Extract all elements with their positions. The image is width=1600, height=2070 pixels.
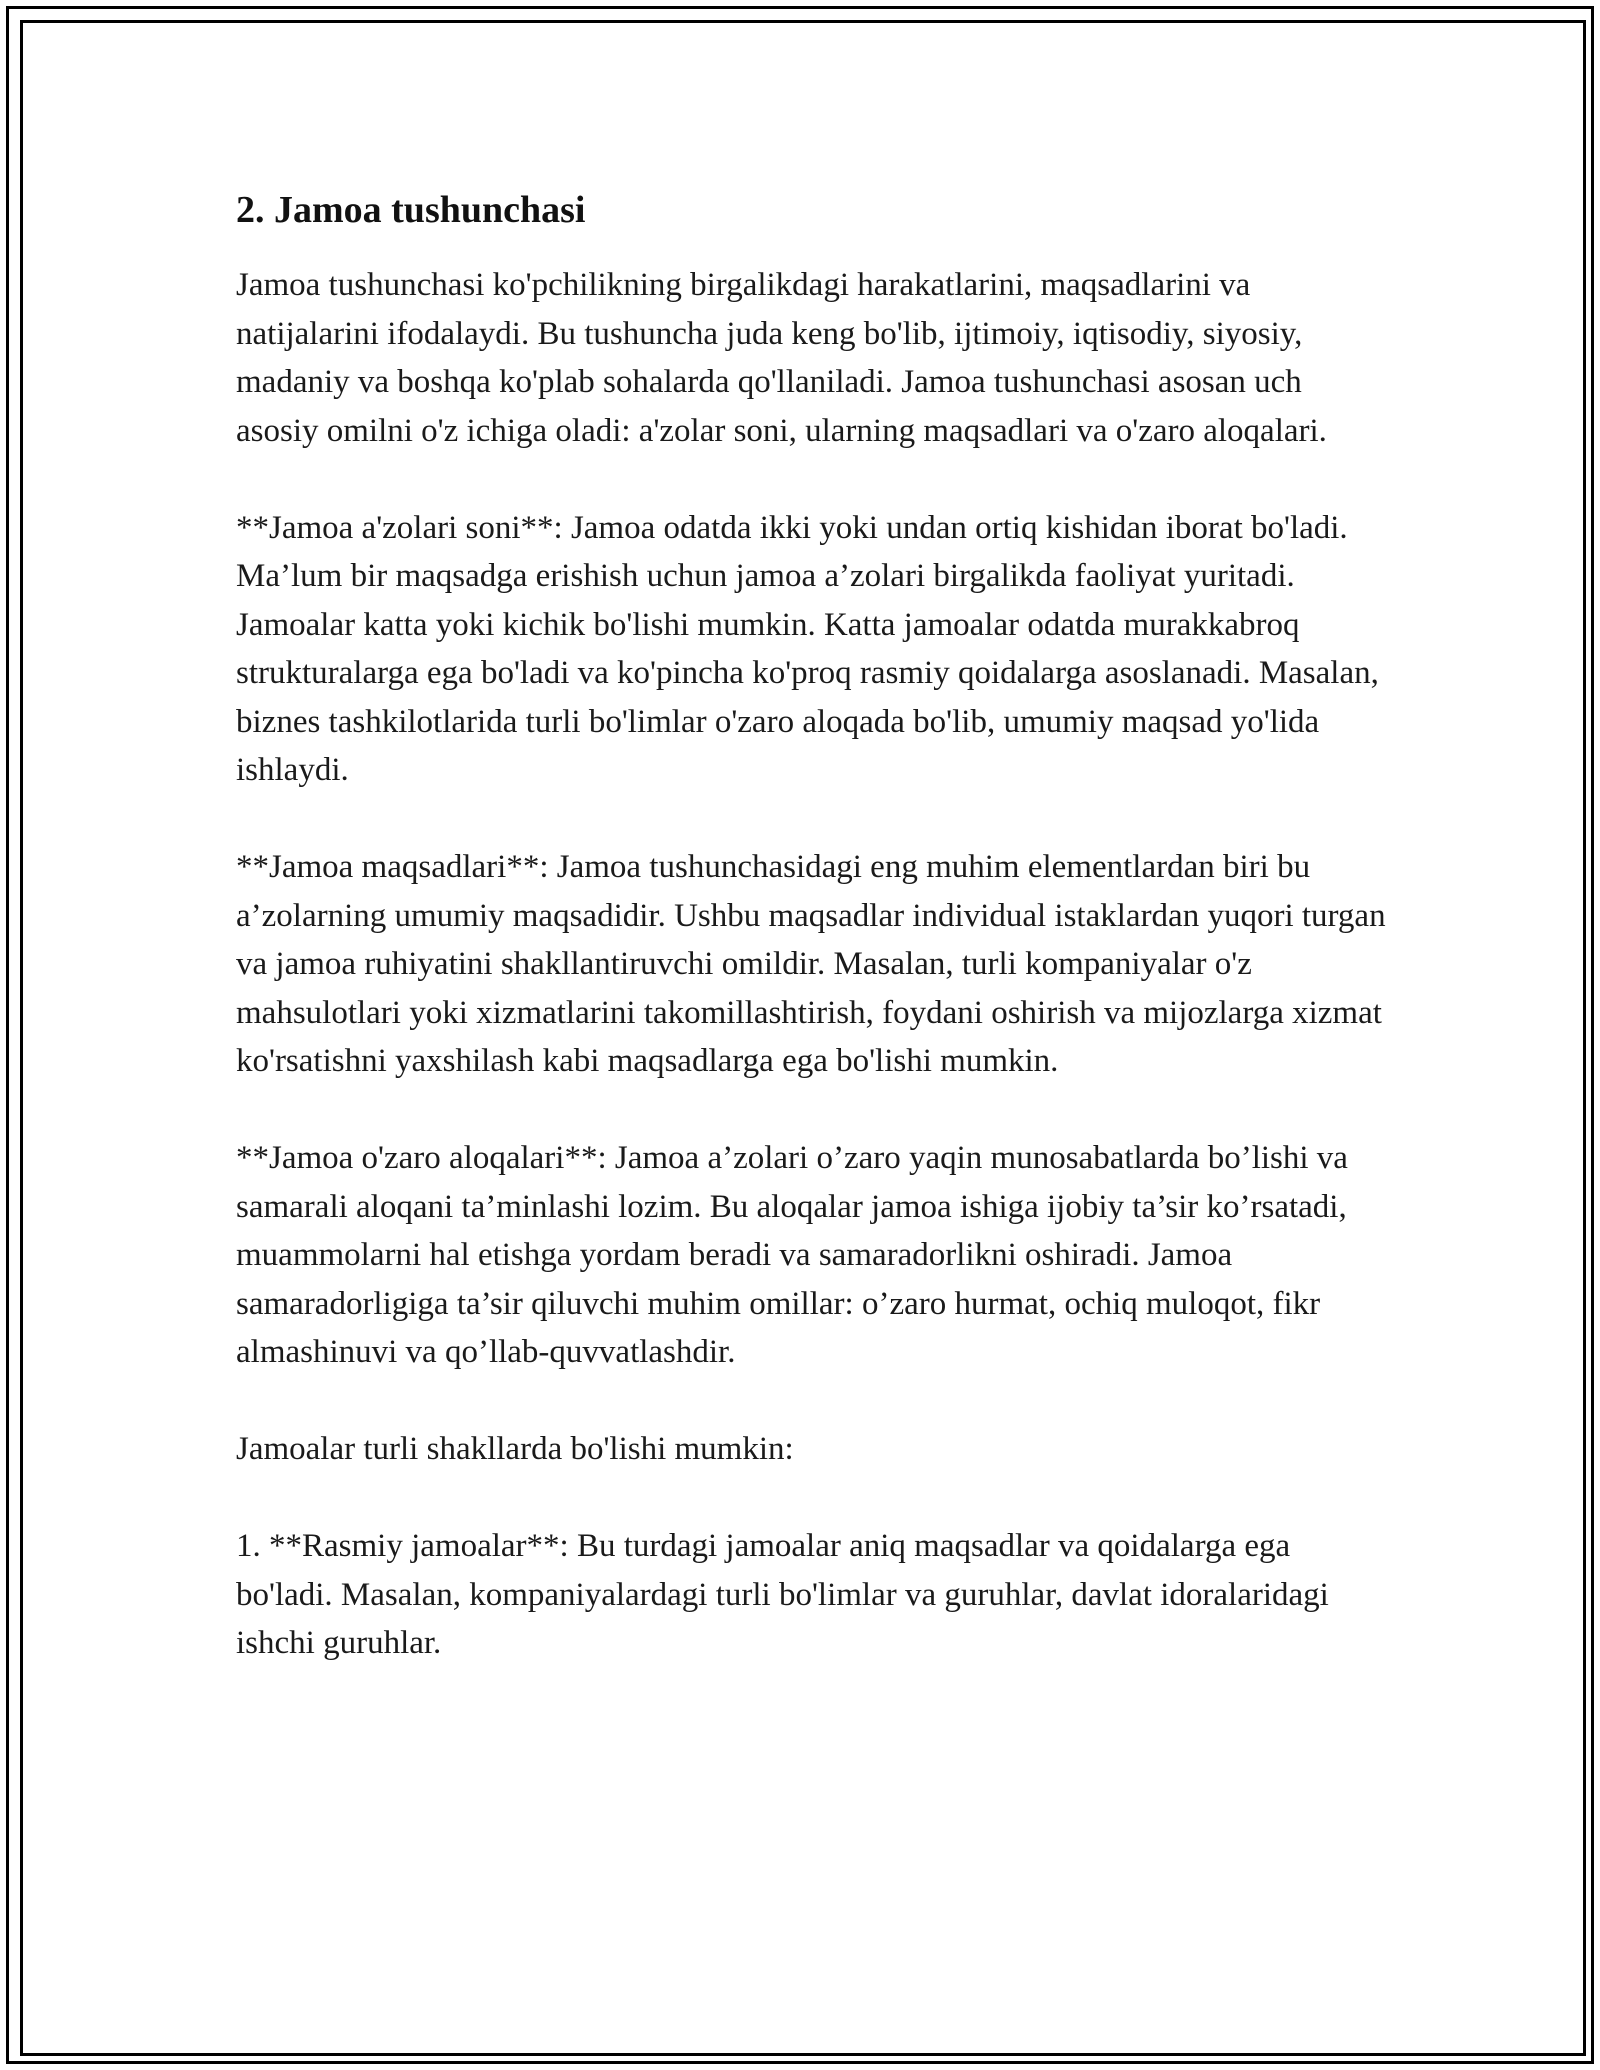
paragraph-relations: **Jamoa o'zaro aloqalari**: Jamoa a’zolari o’zaro yaqin munosabatlarda bo’lishi va samarali aloqani ta’minlashi lozim. Bu aloqalar jamoa ishiga ijobiy ta’sir ko’rsatadi, muammolarni hal etishga yordam beradi va samaradorlikni oshiradi. Jamoa samaradorligiga ta’sir qiluvchi muhim omillar: o’zaro hurmat, ochiq muloqot, fikr almashinuvi va qo’llab-quvvatlashdir.: [236, 1140, 1348, 1370]
paragraph-intro: Jamoa tushunchasi ko'pchilikning birgalikdagi harakatlarini, maqsadlarini va natijalarini ifodalaydi. Bu tushuncha juda keng bo'lib, ijtimoiy, iqtisodiy, siyosiy, madaniy va boshqa ko'plab sohalarda qo'llaniladi. Jamoa tushunchasi asosan uch asosiy omilni o'z ichiga oladi: a'zolar soni, ularning maqsadlari va o'zaro aloqalari.: [236, 267, 1327, 449]
section-heading: 2. Jamoa tushunchasi: [236, 189, 586, 231]
paragraph-goals: **Jamoa maqsadlari**: Jamoa tushunchasidagi eng muhim elementlardan biri bu a’zolarning umumiy maqsadidir. Ushbu maqsadlar individual istaklardan yuqori turgan va jamoa ruhiyatini shakllantiruvchi omildir. Masalan, turli kompaniyalar o'z mahsulotlari yoki xizmatlarini takomillashtirish, foydani oshirish va mijozlarga xizmat ko'rsatishni yaxshilash kabi maqsadlarga ega bo'lishi mumkin.: [236, 849, 1386, 1079]
paragraph-members-count: **Jamoa a'zolari soni**: Jamoa odatda ikki yoki undan ortiq kishidan iborat bo'ladi. Ma’lum bir maqsadga erishish uchun jamoa a’zolari birgalikda faoliyat yuritadi. Jamoalar katta yoki kichik bo'lishi mumkin. Katta jamoalar odatda murakkabroq strukturalarga ega bo'ladi va ko'pincha ko'proq rasmiy qoidalarga asoslanadi. Masalan, biznes tashkilotlarida turli bo'limlar o'zaro aloqada bo'lib, umumiy maqsad yo'lida ishlaydi.: [236, 509, 1379, 788]
document-body: [236, 185, 1386, 1716]
paragraph-forms-intro: Jamoalar turli shakllarda bo'lishi mumkin:: [236, 1431, 794, 1467]
paragraph-formal-teams: 1. **Rasmiy jamoalar**: Bu turdagi jamoalar aniq maqsadlar va qoidalarga ega bo'ladi. Masalan, kompaniyalardagi turli bo'limlar va guruhlar, davlat idoralaridagi ishchi guruhlar.: [236, 1528, 1329, 1661]
